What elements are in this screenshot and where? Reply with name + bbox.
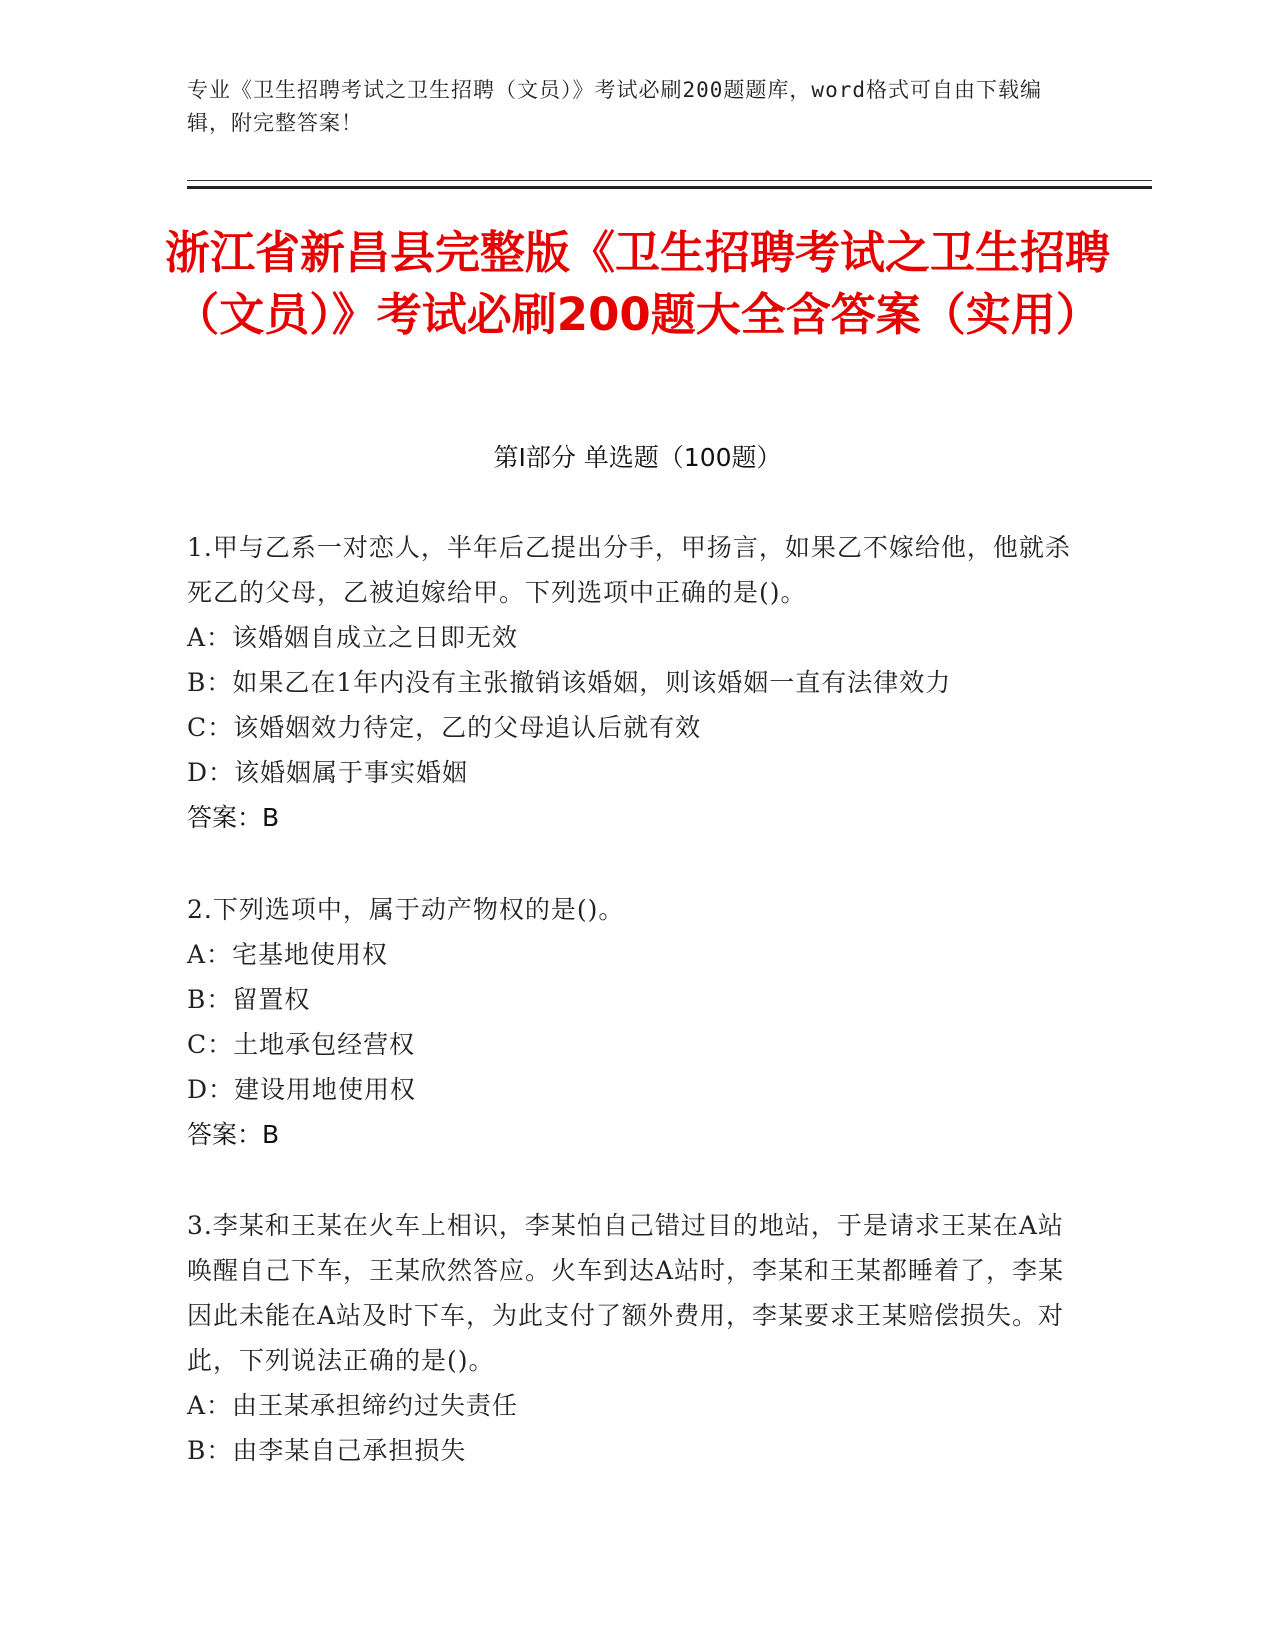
option-b: B：留置权	[187, 985, 311, 1014]
header-rule-thick	[187, 186, 1152, 189]
answer: 答案：B	[187, 1120, 280, 1149]
question-2	[187, 887, 1087, 1157]
option-d: D：建设用地使用权	[187, 1075, 417, 1104]
option-b: B：如果乙在1年内没有主张撤销该婚姻，则该婚姻一直有法律效力	[187, 668, 952, 697]
question-1	[187, 525, 1087, 840]
question-stem: 3.李某和王某在火车上相识，李某怕自己错过目的地站，于是请求王某在A站唤醒自己下车，王某欣然答应。火车到达A站时，李某和王某都睡着了，李某因此未能在A站及时下车，为此支付了额外费用，李某要求王某赔偿损失。对此，下列说法正确的是()。	[187, 1211, 1065, 1375]
header-note: 专业《卫生招聘考试之卫生招聘（文员）》考试必刷200题题库，word格式可自由下载编辑，附完整答案！	[187, 78, 1042, 135]
header-rule-thin	[187, 180, 1152, 181]
option-a: A：宅基地使用权	[187, 940, 389, 969]
option-d: D：该婚姻属于事实婚姻	[187, 758, 469, 787]
option-c: C：土地承包经营权	[187, 1030, 416, 1059]
question-3	[187, 1203, 1087, 1473]
option-b: B：由李某自己承担损失	[187, 1436, 467, 1465]
question-stem: 2.下列选项中，属于动产物权的是()。	[187, 895, 625, 924]
question-stem: 1.甲与乙系一对恋人，半年后乙提出分手，甲扬言，如果乙不嫁给他，他就杀死乙的父母，乙被迫嫁给甲。下列选项中正确的是()。	[187, 533, 1071, 607]
answer: 答案：B	[187, 803, 280, 832]
option-a: A：由王某承担缔约过失责任	[187, 1391, 519, 1420]
section-heading: 第Ⅰ部分 单选题（100题）	[493, 443, 782, 472]
document-title: 浙江省新昌县完整版《卫生招聘考试之卫生招聘（文员）》考试必刷200题大全含答案（实用）	[164, 226, 1110, 341]
option-a: A：该婚姻自成立之日即无效	[187, 623, 519, 652]
option-c: C：该婚姻效力待定，乙的父母追认后就有效	[187, 713, 702, 742]
